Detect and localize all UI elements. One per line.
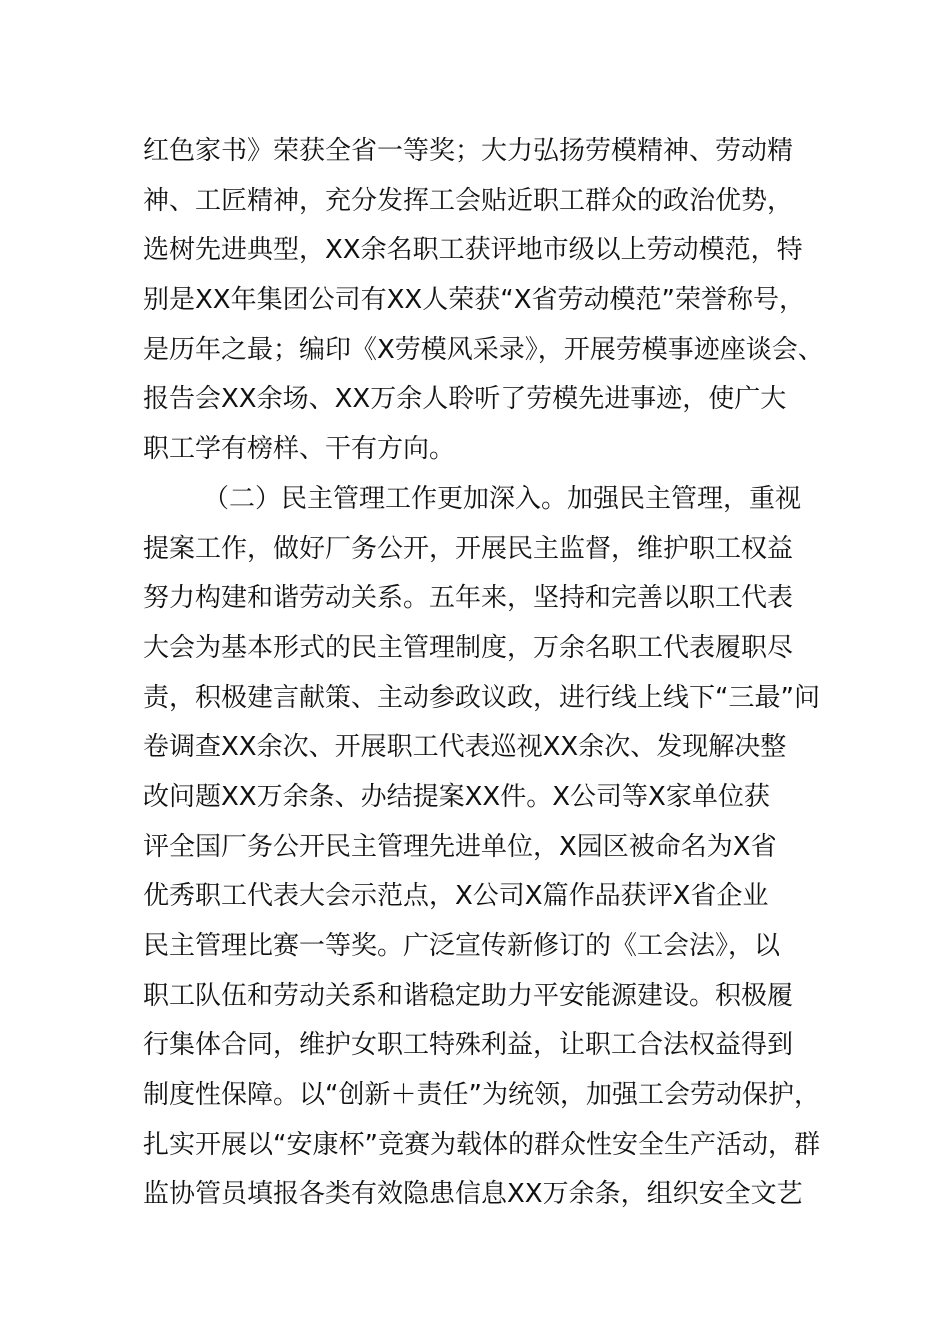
text-line: 扎实开展以“安康杯”竞赛为载体的群众性安全生产活动，群: [143, 1129, 820, 1160]
text-line: 提案工作，做好厂务公开，开展民主监督，维护职工权益: [143, 533, 794, 564]
text-line: 制度性保障。以“创新＋责任”为统领，加强工会劳动保护，: [143, 1080, 820, 1111]
text-line: 改问题XX万余条、办结提案XX件。X公司等X家单位获: [143, 781, 770, 812]
text-line: 卷调查XX余次、开展职工代表巡视XX余次、发现解决整: [143, 732, 787, 763]
text-line: 职工队伍和劳动关系和谐稳定助力平安能源建设。积极履: [143, 980, 794, 1011]
text-line: 报告会XX余场、XX万余人聆听了劳模先进事迹，使广大: [143, 384, 787, 415]
text-line: 红色家书》荣获全省一等奖；大力弘扬劳模精神、劳动精: [143, 136, 794, 166]
text-line: 是历年之最；编印《X劳模风采录》，开展劳模事迹座谈会、: [143, 334, 824, 365]
text-line: 大会为基本形式的民主管理制度，万余名职工代表履职尽: [143, 632, 794, 663]
text-line: 监协管员填报各类有效隐患信息XX万余条，组织安全文艺: [143, 1179, 803, 1210]
text-line: 职工学有榜样、干有方向。: [143, 434, 456, 465]
text-line: 选树先进典型，XX余名职工获评地市级以上劳动模范，特: [143, 235, 803, 266]
text-line: 责，积极建言献策、主动参政议政，进行线上线下“三最”问: [143, 682, 820, 713]
text-line: 民主管理比赛一等奖。广泛宣传新修订的《工会法》，以: [143, 931, 781, 961]
text-line: 行集体合同，维护女职工特殊利益，让职工合法权益得到: [143, 1030, 794, 1061]
section-heading-line: （二）民主管理工作更加深入。加强民主管理，重视: [203, 483, 802, 514]
text-line: 神、工匠精神，充分发挥工会贴近职工群众的政治优势，: [143, 185, 794, 216]
body-text: [143, 127, 843, 1220]
text-line: 评全国厂务公开民主管理先进单位，X园区被命名为X省: [143, 831, 777, 862]
text-line: 别是XX年集团公司有XX人荣获“X省劳动模范”荣誉称号，: [143, 285, 805, 316]
text-line: 努力构建和谐劳动关系。五年来，坚持和完善以职工代表: [143, 583, 794, 614]
text-line: 优秀职工代表大会示范点，X公司X篇作品获评X省企业: [143, 881, 769, 912]
